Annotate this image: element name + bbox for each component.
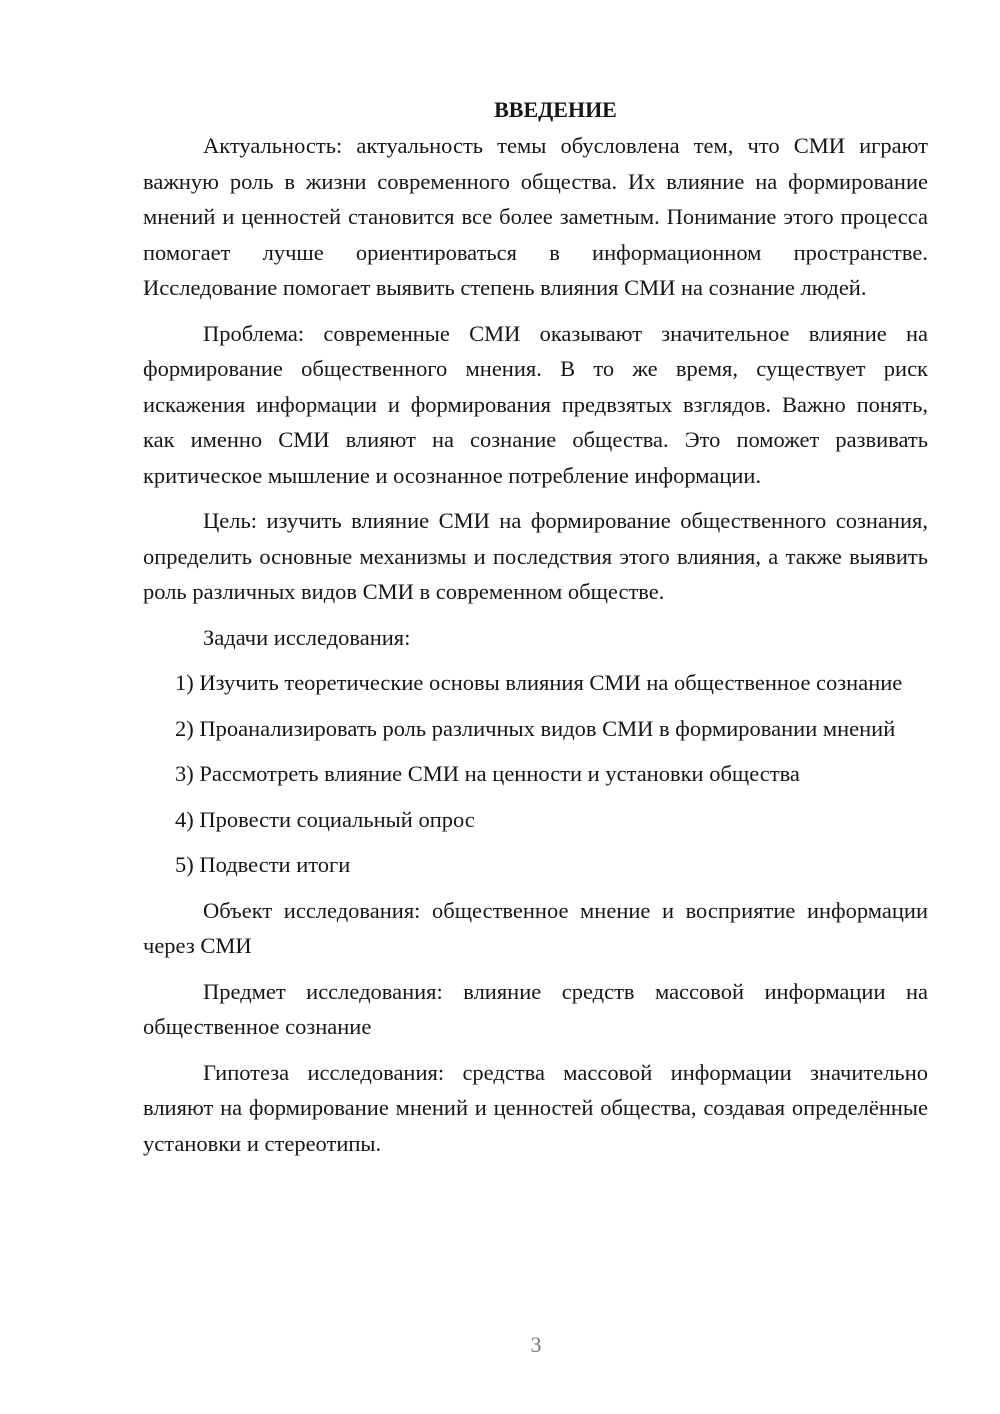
page-number: 3 — [530, 1332, 542, 1357]
goal-paragraph: Цель: изучить влияние СМИ на формирование общественного сознания, определить основные механизмы и последствия этого влияния, а также выявить роль различных видов СМИ в современном обществе. — [143, 508, 928, 604]
problem-paragraph: Проблема: современные СМИ оказывают значительное влияние на формирование общественного мнения. В то же время, существует риск искажения информации и формирования предвзятых взглядов. Важно понять, как именно СМИ влияют на сознание общества. Это поможет развивать критическое мышление и осознанное потребление информации. — [143, 320, 928, 488]
task-item-1: 1) Изучить теоретические основы влияния СМИ на общественное сознание — [175, 670, 903, 695]
document-page — [143, 92, 928, 1171]
task-item-4: 4) Провести социальный опрос — [175, 806, 475, 832]
relevance-paragraph: Актуальность: актуальность темы обусловлена тем, что СМИ играют важную роль в жизни современного общества. Их влияние на формирование мнений и ценностей становится все более заметным. Понимание этого процесса помогает лучше ориентироваться в информационном пространстве. Исследование помогает выявить степень влияния СМИ на сознание людей. — [143, 133, 928, 300]
research-subject-paragraph: Предмет исследования: влияние средств массовой информации на общественное сознание — [143, 978, 928, 1039]
tasks-heading: Задачи исследования: — [203, 624, 411, 650]
task-item-5: 5) Подвести итоги — [175, 852, 351, 877]
task-item-2: 2) Проанализировать роль различных видов СМИ в формировании мнений — [175, 715, 896, 741]
research-hypothesis-paragraph: Гипотеза исследования: средства массовой информации значительно влияют на формирование мнений и ценностей общества, создавая определённые установки и стереотипы. — [143, 1059, 928, 1156]
page-title: ВВЕДЕНИЕ — [494, 97, 617, 122]
task-item-3: 3) Рассмотреть влияние СМИ на ценности и установки общества — [175, 761, 800, 786]
research-object-paragraph: Объект исследования: общественное мнение и восприятие информации через СМИ — [143, 897, 928, 958]
